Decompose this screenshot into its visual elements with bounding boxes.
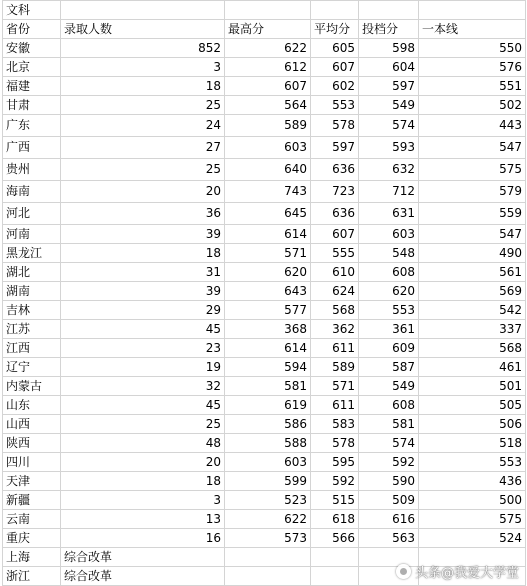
cell-filing-score[interactable]: 616 (359, 510, 419, 529)
cell-admitted-count[interactable]: 18 (61, 77, 225, 96)
cell-max-score[interactable]: 368 (225, 320, 311, 339)
table-row (3, 181, 526, 203)
table-row-reform (3, 548, 526, 567)
cell-filing-score[interactable]: 509 (359, 491, 419, 510)
cell-province[interactable]: 四川 (3, 453, 61, 472)
cell-tier-one-line[interactable]: 559 (419, 203, 526, 225)
cell-admitted-count[interactable]: 13 (61, 510, 225, 529)
cell-max-score[interactable]: 743 (225, 181, 311, 203)
cell-admitted-count[interactable]: 25 (61, 96, 225, 115)
cell-tier-one-line[interactable]: 575 (419, 159, 526, 181)
cell-tier-one-line[interactable]: 500 (419, 491, 526, 510)
cell-province[interactable]: 黑龙江 (3, 244, 61, 263)
cell-province[interactable]: 天津 (3, 472, 61, 491)
empty-cell[interactable] (311, 1, 359, 20)
cell-max-score[interactable]: 603 (225, 137, 311, 159)
cell-province[interactable]: 河北 (3, 203, 61, 225)
cell-avg-score[interactable]: 583 (311, 415, 359, 434)
cell-filing-score[interactable]: 593 (359, 137, 419, 159)
cell-province[interactable]: 福建 (3, 77, 61, 96)
cell-max-score[interactable]: 607 (225, 77, 311, 96)
cell-admitted-count[interactable]: 19 (61, 358, 225, 377)
cell-tier-one-line[interactable]: 551 (419, 77, 526, 96)
cell-filing-score[interactable]: 620 (359, 282, 419, 301)
table-row (3, 510, 526, 529)
cell-province[interactable]: 江苏 (3, 320, 61, 339)
cell-avg-score[interactable]: 515 (311, 491, 359, 510)
header-filing-score[interactable]: 投档分 (359, 20, 419, 39)
cell-avg-score[interactable]: 578 (311, 115, 359, 137)
table-row (3, 529, 526, 548)
table-row (3, 301, 526, 320)
cell-tier-one-line[interactable]: 550 (419, 39, 526, 58)
cell-filing-score[interactable]: 597 (359, 77, 419, 96)
cell-max-score[interactable]: 640 (225, 159, 311, 181)
table-row (3, 39, 526, 58)
cell-tier-one-line[interactable]: 547 (419, 137, 526, 159)
cell-province[interactable]: 湖北 (3, 263, 61, 282)
cell-avg-score[interactable]: 636 (311, 203, 359, 225)
table-row-reform (3, 567, 526, 586)
cell-filing-score[interactable]: 631 (359, 203, 419, 225)
table-row (3, 453, 526, 472)
cell-province[interactable]: 重庆 (3, 529, 61, 548)
cell-filing-score[interactable]: 581 (359, 415, 419, 434)
cell-filing-score[interactable]: 574 (359, 115, 419, 137)
table-row (3, 396, 526, 415)
cell-avg-score[interactable]: 605 (311, 39, 359, 58)
cell-admitted-count[interactable]: 31 (61, 263, 225, 282)
cell-avg-score[interactable]: 602 (311, 77, 359, 96)
cell-filing-score[interactable]: 361 (359, 320, 419, 339)
cell-filing-score[interactable]: 609 (359, 339, 419, 358)
cell-tier-one-line[interactable]: 569 (419, 282, 526, 301)
table-row (3, 137, 526, 159)
cell-avg-score[interactable]: 636 (311, 159, 359, 181)
header-tier-one-line[interactable]: 一本线 (419, 20, 526, 39)
table-row (3, 339, 526, 358)
cell-province[interactable]: 新疆 (3, 491, 61, 510)
cell-max-score[interactable]: 588 (225, 434, 311, 453)
admission-table (2, 0, 526, 586)
cell-province[interactable]: 山西 (3, 415, 61, 434)
cell-tier-one-line[interactable]: 337 (419, 320, 526, 339)
cell-max-score[interactable]: 573 (225, 529, 311, 548)
empty-cell[interactable] (359, 567, 419, 586)
cell-tier-one-line[interactable]: 568 (419, 339, 526, 358)
empty-cell[interactable] (225, 567, 311, 586)
cell-avg-score[interactable]: 723 (311, 181, 359, 203)
cell-max-score[interactable]: 620 (225, 263, 311, 282)
cell-tier-one-line[interactable]: 576 (419, 58, 526, 77)
cell-filing-score[interactable]: 548 (359, 244, 419, 263)
cell-avg-score[interactable]: 607 (311, 225, 359, 244)
cell-avg-score[interactable]: 607 (311, 58, 359, 77)
cell-filing-score[interactable]: 574 (359, 434, 419, 453)
cell-province[interactable]: 海南 (3, 181, 61, 203)
cell-max-score[interactable]: 599 (225, 472, 311, 491)
cell-tier-one-line[interactable]: 461 (419, 358, 526, 377)
cell-province[interactable]: 云南 (3, 510, 61, 529)
cell-admitted-count[interactable]: 45 (61, 320, 225, 339)
table-row (3, 225, 526, 244)
cell-avg-score[interactable]: 568 (311, 301, 359, 320)
cell-admitted-count[interactable]: 25 (61, 159, 225, 181)
cell-avg-score[interactable]: 611 (311, 339, 359, 358)
table-row (3, 96, 526, 115)
table-row (3, 358, 526, 377)
cell-avg-score[interactable]: 592 (311, 472, 359, 491)
empty-cell[interactable] (419, 1, 526, 20)
cell-admitted-count[interactable]: 3 (61, 491, 225, 510)
table-row (3, 472, 526, 491)
cell-filing-score[interactable]: 563 (359, 529, 419, 548)
cell-max-score[interactable]: 581 (225, 377, 311, 396)
cell-filing-score[interactable]: 549 (359, 96, 419, 115)
cell-province[interactable]: 北京 (3, 58, 61, 77)
cell-filing-score[interactable]: 587 (359, 358, 419, 377)
cell-admitted-count[interactable]: 39 (61, 282, 225, 301)
table-row (3, 263, 526, 282)
header-row (3, 20, 526, 39)
cell-tier-one-line[interactable]: 436 (419, 472, 526, 491)
empty-cell[interactable] (419, 548, 526, 567)
cell-max-score[interactable]: 622 (225, 39, 311, 58)
cell-tier-one-line[interactable]: 579 (419, 181, 526, 203)
cell-admitted-count[interactable]: 36 (61, 203, 225, 225)
cell-province[interactable]: 上海 (3, 548, 61, 567)
cell-admitted-count[interactable]: 18 (61, 244, 225, 263)
cell-province[interactable]: 甘肃 (3, 96, 61, 115)
cell-max-score[interactable]: 586 (225, 415, 311, 434)
cell-province[interactable]: 吉林 (3, 301, 61, 320)
cell-province[interactable]: 广东 (3, 115, 61, 137)
table-row (3, 58, 526, 77)
cell-admitted-count[interactable]: 39 (61, 225, 225, 244)
cell-province[interactable]: 陕西 (3, 434, 61, 453)
table-row (3, 203, 526, 225)
cell-admitted-count[interactable]: 20 (61, 453, 225, 472)
cell-max-score[interactable]: 643 (225, 282, 311, 301)
table-row (3, 282, 526, 301)
cell-avg-score[interactable]: 610 (311, 263, 359, 282)
cell-max-score[interactable]: 594 (225, 358, 311, 377)
table-row (3, 434, 526, 453)
cell-filing-score[interactable]: 608 (359, 263, 419, 282)
cell-tier-one-line[interactable]: 506 (419, 415, 526, 434)
cell-avg-score[interactable]: 597 (311, 137, 359, 159)
cell-admitted-count[interactable]: 24 (61, 115, 225, 137)
header-province[interactable]: 省份 (3, 20, 61, 39)
cell-province[interactable]: 浙江 (3, 567, 61, 586)
cell-avg-score[interactable]: 578 (311, 434, 359, 453)
cell-province[interactable]: 广西 (3, 137, 61, 159)
cell-avg-score[interactable]: 595 (311, 453, 359, 472)
cell-admitted-count[interactable]: 25 (61, 415, 225, 434)
cell-max-score[interactable]: 564 (225, 96, 311, 115)
table-row (3, 77, 526, 96)
table-row (3, 244, 526, 263)
empty-cell[interactable] (225, 548, 311, 567)
cell-tier-one-line[interactable]: 443 (419, 115, 526, 137)
table-body (3, 1, 526, 586)
cell-max-score[interactable]: 577 (225, 301, 311, 320)
cell-avg-score[interactable]: 589 (311, 358, 359, 377)
empty-cell[interactable] (419, 567, 526, 586)
cell-filing-score[interactable]: 632 (359, 159, 419, 181)
cell-tier-one-line[interactable]: 575 (419, 510, 526, 529)
cell-max-score[interactable]: 589 (225, 115, 311, 137)
cell-filing-score[interactable]: 603 (359, 225, 419, 244)
cell-max-score[interactable]: 614 (225, 339, 311, 358)
empty-cell[interactable] (61, 1, 225, 20)
cell-province[interactable]: 江西 (3, 339, 61, 358)
cell-avg-score[interactable]: 555 (311, 244, 359, 263)
cell-avg-score[interactable]: 553 (311, 96, 359, 115)
cell-admitted-count[interactable]: 18 (61, 472, 225, 491)
cell-max-score[interactable]: 645 (225, 203, 311, 225)
sheet-title[interactable]: 文科 (3, 1, 61, 20)
title-row (3, 1, 526, 20)
cell-admitted-count[interactable]: 16 (61, 529, 225, 548)
cell-max-score[interactable]: 619 (225, 396, 311, 415)
empty-cell[interactable] (359, 548, 419, 567)
cell-max-score[interactable]: 523 (225, 491, 311, 510)
cell-province[interactable]: 贵州 (3, 159, 61, 181)
cell-tier-one-line[interactable]: 490 (419, 244, 526, 263)
cell-filing-score[interactable]: 549 (359, 377, 419, 396)
cell-admitted-count[interactable]: 23 (61, 339, 225, 358)
cell-max-score[interactable]: 614 (225, 225, 311, 244)
cell-reform-note[interactable]: 综合改革 (61, 567, 225, 586)
cell-filing-score[interactable]: 712 (359, 181, 419, 203)
table-row (3, 415, 526, 434)
empty-cell[interactable] (311, 567, 359, 586)
cell-province[interactable]: 内蒙古 (3, 377, 61, 396)
header-admitted-count[interactable]: 录取人数 (61, 20, 225, 39)
cell-max-score[interactable]: 622 (225, 510, 311, 529)
cell-admitted-count[interactable]: 852 (61, 39, 225, 58)
cell-admitted-count[interactable]: 48 (61, 434, 225, 453)
cell-tier-one-line[interactable]: 501 (419, 377, 526, 396)
cell-filing-score[interactable]: 592 (359, 453, 419, 472)
cell-filing-score[interactable]: 608 (359, 396, 419, 415)
table-row (3, 491, 526, 510)
cell-province[interactable]: 山东 (3, 396, 61, 415)
header-avg-score[interactable]: 平均分 (311, 20, 359, 39)
cell-tier-one-line[interactable]: 524 (419, 529, 526, 548)
cell-filing-score[interactable]: 604 (359, 58, 419, 77)
cell-tier-one-line[interactable]: 553 (419, 453, 526, 472)
cell-filing-score[interactable]: 553 (359, 301, 419, 320)
cell-max-score[interactable]: 612 (225, 58, 311, 77)
cell-province[interactable]: 辽宁 (3, 358, 61, 377)
table-row (3, 159, 526, 181)
cell-max-score[interactable]: 571 (225, 244, 311, 263)
cell-tier-one-line[interactable]: 561 (419, 263, 526, 282)
cell-avg-score[interactable]: 362 (311, 320, 359, 339)
cell-admitted-count[interactable]: 20 (61, 181, 225, 203)
cell-tier-one-line[interactable]: 518 (419, 434, 526, 453)
empty-cell[interactable] (311, 548, 359, 567)
table-row (3, 115, 526, 137)
cell-admitted-count[interactable]: 32 (61, 377, 225, 396)
cell-tier-one-line[interactable]: 502 (419, 96, 526, 115)
table-row (3, 377, 526, 396)
cell-province[interactable]: 安徽 (3, 39, 61, 58)
cell-max-score[interactable]: 603 (225, 453, 311, 472)
cell-avg-score[interactable]: 566 (311, 529, 359, 548)
cell-avg-score[interactable]: 618 (311, 510, 359, 529)
cell-filing-score[interactable]: 598 (359, 39, 419, 58)
empty-cell[interactable] (359, 1, 419, 20)
cell-avg-score[interactable]: 624 (311, 282, 359, 301)
cell-tier-one-line[interactable]: 542 (419, 301, 526, 320)
cell-province[interactable]: 湖南 (3, 282, 61, 301)
cell-reform-note[interactable]: 综合改革 (61, 548, 225, 567)
empty-cell[interactable] (225, 1, 311, 20)
cell-tier-one-line[interactable]: 505 (419, 396, 526, 415)
cell-admitted-count[interactable]: 29 (61, 301, 225, 320)
table-row (3, 320, 526, 339)
watermark-text: 头条@我爱大学堂 (414, 566, 519, 581)
cell-avg-score[interactable]: 611 (311, 396, 359, 415)
cell-tier-one-line[interactable]: 547 (419, 225, 526, 244)
header-max-score[interactable]: 最高分 (225, 20, 311, 39)
cell-admitted-count[interactable]: 45 (61, 396, 225, 415)
cell-admitted-count[interactable]: 3 (61, 58, 225, 77)
cell-province[interactable]: 河南 (3, 225, 61, 244)
cell-admitted-count[interactable]: 27 (61, 137, 225, 159)
spreadsheet (2, 0, 525, 586)
cell-avg-score[interactable]: 571 (311, 377, 359, 396)
cell-filing-score[interactable]: 590 (359, 472, 419, 491)
